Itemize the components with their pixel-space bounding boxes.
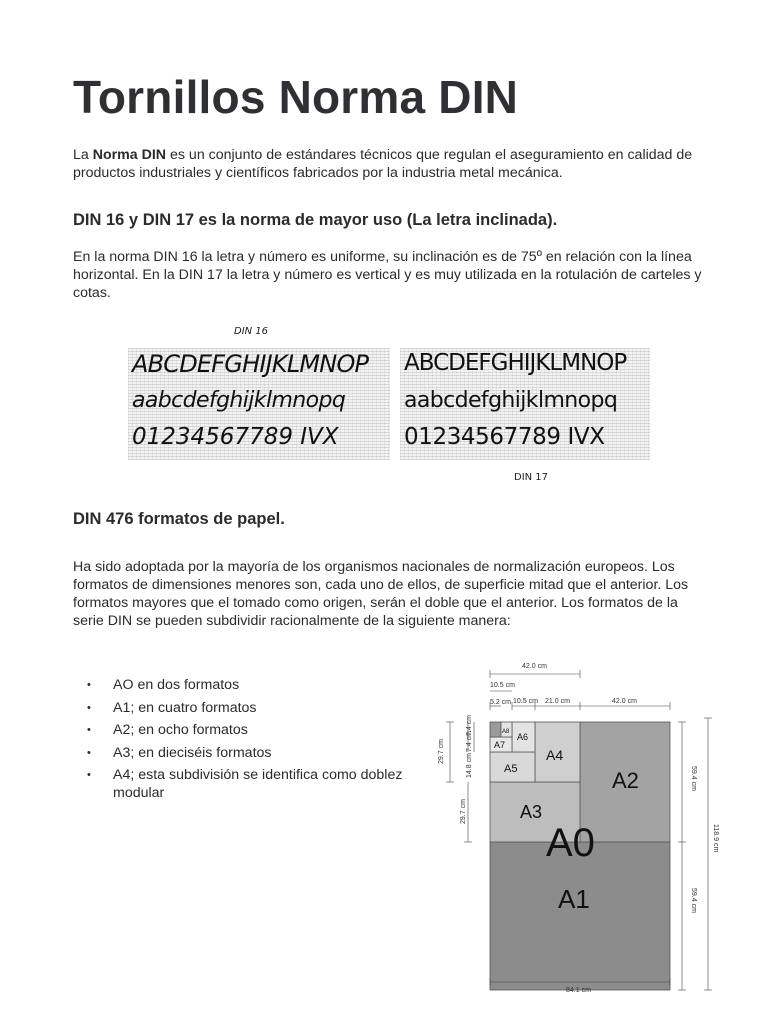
din16-uppercase: ABCDEFGHIJKLMNOP [132,350,369,378]
dim-left-297a: 29.7 cm [438,739,445,764]
dim-right-594a: 59.4 cm [690,766,697,791]
list-item: • A4; esta subdivisión se identifica como doblez modular [87,767,403,802]
intro-prefix: La [73,147,93,163]
intro-paragraph [73,146,703,182]
bullet: • [87,769,91,782]
section1-body: En la norma DIN 16 la letra y número es uniforme, su inclinación es de 75º en relación con la línea horizontal. En la DIN 17 la letra y número es vertical y es muy utilizada en la rotulación de carteles y cotas. [73,249,702,301]
section1-heading: DIN 16 y DIN 17 es la norma de mayor uso (La letra inclinada). [73,211,558,229]
a8-label: A8 [502,729,510,735]
dim-105b: 10.5 cm [513,698,538,705]
dim-420: 42.0 cm [612,698,637,705]
paper-formats-diagram [430,656,730,996]
list-item: • A2; en ocho formatos [87,722,248,739]
format-list [73,676,403,807]
dim-left-74b: 7.4 cm [466,714,473,736]
a4-label: A4 [546,747,564,763]
section2-body: Ha sido adoptada por la mayoría de los organismos nacionales de normalización europeos. Los formatos de dimensiones menores son, cada uno de ellos, de superficie mitad que el anterior. Los formatos mayores que el tomado como origen, serán el doble que el anterior. Los formatos de la serie DIN se pueden subdividir racionalmente de la siguiente manera: [73,559,689,629]
a8-rect [490,722,501,737]
din17-lowercase: aabcdefghijklmnopq [404,388,618,413]
din17-label: DIN 17 [514,472,549,483]
bullet: • [87,679,91,691]
list-item: • A3; en dieciséis formatos [87,744,272,761]
dim-top-total: 42.0 cm [522,663,547,670]
dim-right-1189: 118.9 cm [712,824,719,853]
dim-bottom: 84.1 cm [566,987,591,994]
din16-label: DIN 16 [234,326,269,337]
dim-left-148: 14.8 cm [466,753,473,778]
a5-label: A5 [504,763,518,775]
dim-left-74a: 7.4 cm [466,730,473,752]
a0-label: A0 [546,821,595,865]
dim-105: 10.5 cm [490,682,515,689]
bullet: • [87,724,91,737]
bullet: • [87,701,91,714]
din17-uppercase: ABCDEFGHIJKLMNOP [404,350,627,376]
din16-digits: 01234567789 IVX [132,424,339,450]
intro-rest: es un conjunto de estándares técnicos que regulan el aseguramiento en calidad de productos industriales y científicos fabricados por la industria metal mecánica. [73,147,693,181]
din16-lowercase: aabcdefghijklmnopq [132,388,346,413]
dim-52: 5.2 cm [490,699,512,706]
dim-right-594b: 59.4 cm [690,888,697,913]
din16-sample [128,348,390,460]
bullet: • [87,746,91,759]
a7-label: A7 [494,740,506,750]
list-item: • AO en dos formatos [87,677,240,693]
a6-label: A6 [517,732,529,742]
section2-heading: DIN 476 formatos de papel. [73,510,285,528]
dim-210: 21.0 cm [545,698,570,705]
page-title: Tornillos Norma DIN [73,71,519,123]
dim-left-297b: 29.7 cm [460,799,467,824]
din17-digits: 01234567789 IVX [404,424,605,450]
intro-bold: Norma DIN [92,147,167,163]
din17-sample [400,348,650,460]
a2-label: A2 [612,768,639,793]
a1-label: A1 [558,884,590,914]
list-item: • A1; en cuatro formatos [87,699,257,716]
a3-label: A3 [520,802,543,822]
lettering-samples [120,322,660,492]
